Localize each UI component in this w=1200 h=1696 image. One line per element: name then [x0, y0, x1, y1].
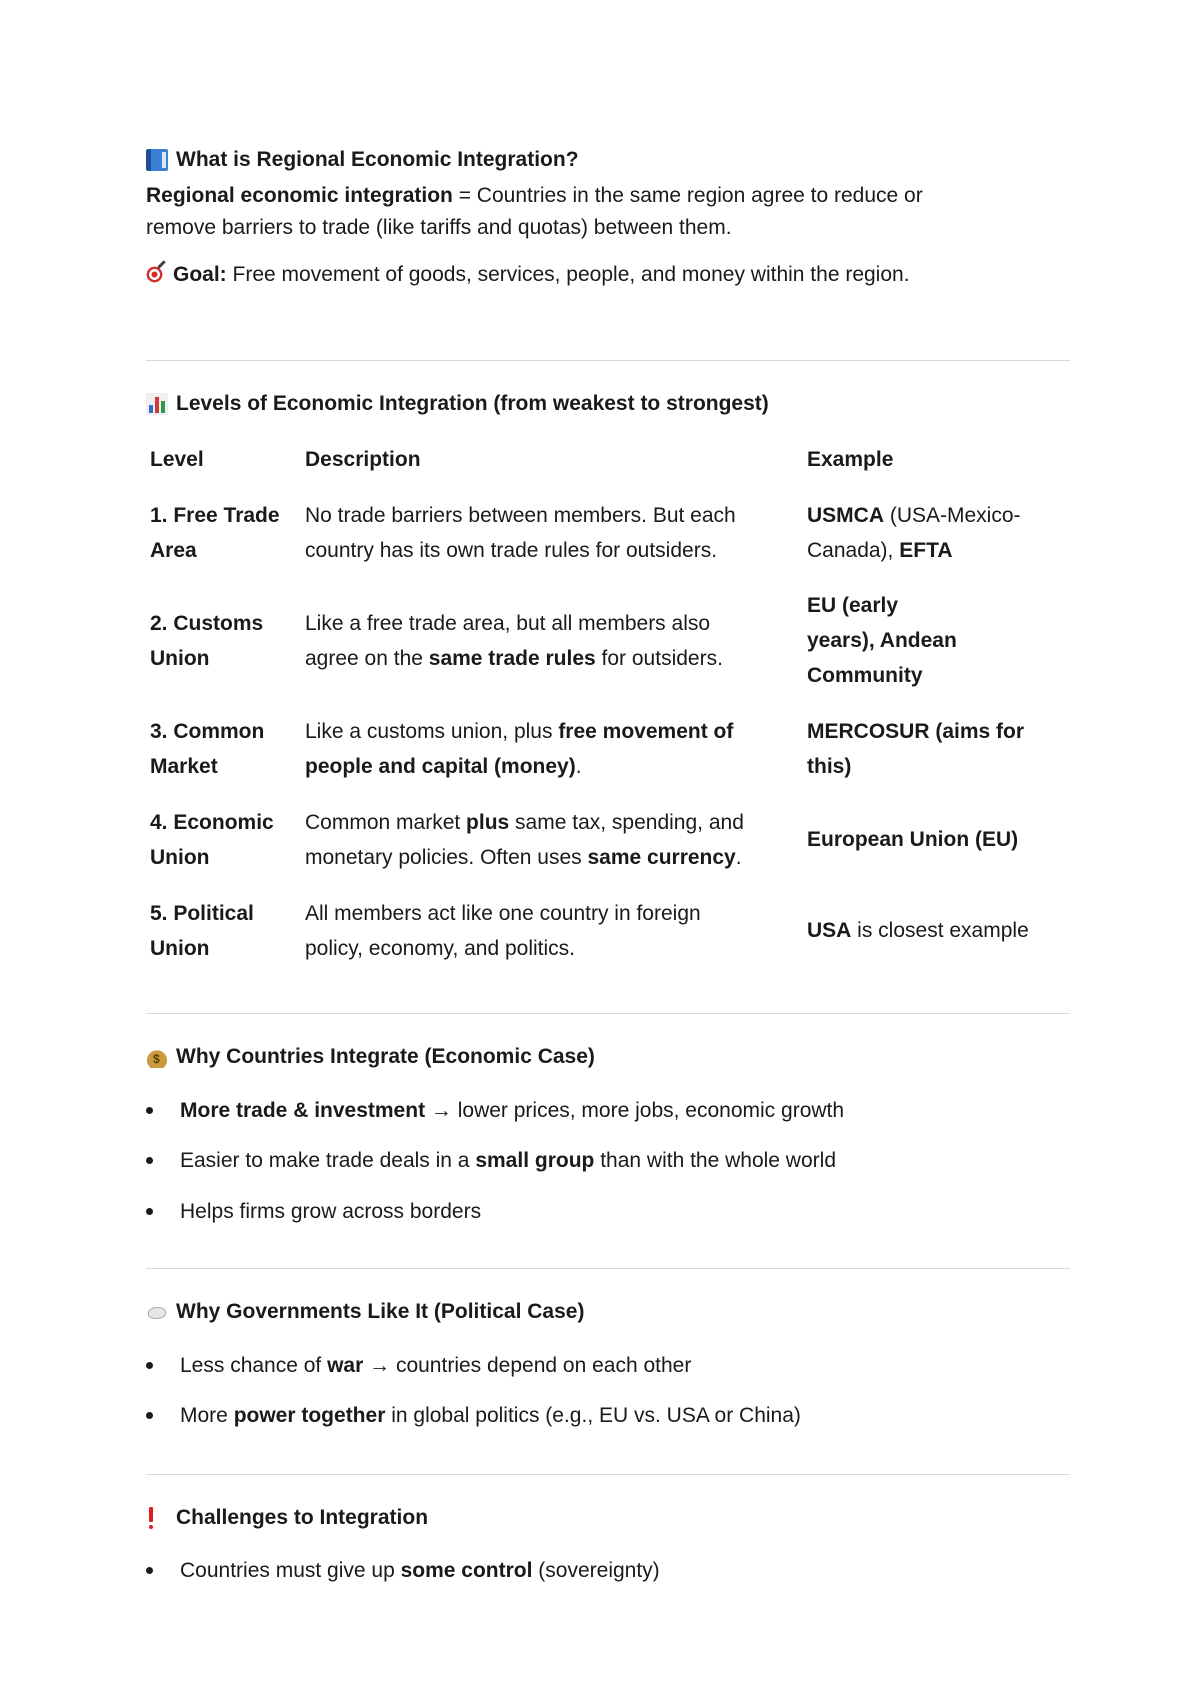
description-bold: plus: [466, 811, 510, 834]
level-name-line: 3. Common: [150, 720, 265, 743]
list-item-text: More: [180, 1404, 234, 1427]
description-line: policy, economy, and politics.: [305, 937, 576, 960]
example-line: European Union (EU): [807, 828, 1019, 851]
goal-line: [146, 257, 910, 292]
table-row-level: [150, 498, 300, 568]
column-header-description: Description: [305, 448, 421, 471]
table-row-example: [807, 588, 1069, 693]
bullet: [146, 1567, 153, 1574]
bullet: [146, 1412, 153, 1419]
table-row-description: [305, 805, 805, 875]
bar-chart-icon: [146, 393, 168, 415]
list-item: [180, 1398, 801, 1433]
description-bold: same trade rules: [428, 647, 596, 670]
description-text: agree on the: [305, 647, 429, 670]
description-text: Common market: [305, 811, 467, 834]
bullet: [146, 1208, 153, 1215]
challenges-heading-text: Challenges to Integration: [176, 1506, 429, 1529]
example-bold: EFTA: [899, 539, 953, 562]
example-line: MERCOSUR (aims for: [807, 720, 1025, 743]
divider: [146, 360, 1070, 361]
levels-heading-text: Levels of Economic Integration (from weakest to strongest): [176, 392, 769, 415]
dove-icon: [146, 1301, 168, 1323]
table-row-level: [150, 606, 300, 676]
divider: [146, 1268, 1070, 1269]
list-item-bold: power together: [233, 1404, 386, 1427]
list-item-text: Helps firms grow across borders: [180, 1200, 482, 1223]
table-row-level: [150, 896, 300, 966]
example-text: (USA-Mexico-: [884, 504, 1021, 527]
list-item-text: Less chance of: [180, 1354, 328, 1377]
table-row-description: [305, 498, 805, 568]
table-row-example: [807, 714, 1069, 784]
levels-heading: [146, 392, 769, 416]
target-icon: [146, 266, 163, 283]
level-name-line: Area: [150, 539, 197, 562]
description-line: Like a free trade area, but all members also: [305, 612, 711, 635]
description-text: .: [735, 846, 742, 869]
economic-heading-text: Why Countries Integrate (Economic Case): [176, 1045, 595, 1068]
table-row-example: [807, 822, 1069, 857]
intro-heading-text: What is Regional Economic Integration?: [176, 148, 579, 171]
book-icon: [146, 149, 168, 171]
definition-line-1: [146, 178, 923, 213]
level-name-line: 1. Free Trade: [150, 504, 280, 527]
column-header-example: Example: [807, 448, 894, 471]
political-heading: [146, 1300, 584, 1324]
goal-text: Free movement of goods, services, people, and money within the region.: [226, 263, 910, 286]
bullet: [146, 1107, 153, 1114]
description-text: monetary policies. Often uses: [305, 846, 588, 869]
intro-heading: [146, 148, 579, 172]
table-row-level: [150, 714, 300, 784]
definition-text: = Countries in the same region agree to reduce or: [452, 184, 923, 207]
example-line: Community: [807, 664, 923, 687]
divider: [146, 1474, 1070, 1475]
bullet: [146, 1157, 153, 1164]
list-item-text: Countries must give up: [180, 1559, 401, 1582]
bullet: [146, 1362, 153, 1369]
example-text: Canada),: [807, 539, 900, 562]
description-bold: people and capital (money): [305, 755, 576, 778]
description-text: for outsiders.: [595, 647, 723, 670]
list-item-bold: war: [327, 1354, 364, 1377]
description-text: same tax, spending, and: [509, 811, 744, 834]
level-name-line: Union: [150, 846, 210, 869]
example-text: is closest example: [851, 919, 1029, 942]
table-row-level: [150, 805, 300, 875]
description-line: All members act like one country in foreign: [305, 902, 701, 925]
example-line: this): [807, 755, 852, 778]
list-item-text: Easier to make trade deals in a: [180, 1149, 476, 1172]
description-bold: same currency: [587, 846, 736, 869]
goal-label: Goal:: [173, 263, 227, 286]
description-line: No trade barriers between members. But each: [305, 504, 736, 527]
level-name-line: 5. Political: [150, 902, 254, 925]
level-name-line: Union: [150, 647, 210, 670]
list-item: [180, 1093, 844, 1128]
divider: [146, 1013, 1070, 1014]
table-row-description: [305, 606, 805, 676]
challenges-heading: [146, 1506, 428, 1530]
list-item: [180, 1348, 691, 1383]
description-text: Like a customs union, plus: [305, 720, 559, 743]
example-line: years), Andean: [807, 629, 957, 652]
list-item-text: (sovereignty): [532, 1559, 660, 1582]
table-row-description: [305, 714, 805, 784]
list-item-text: in global politics (e.g., EU vs. USA or China): [385, 1404, 801, 1427]
description-text: .: [575, 755, 582, 778]
column-header-level: Level: [150, 448, 204, 471]
list-item-text: than with the whole world: [594, 1149, 836, 1172]
list-item-text: → countries depend on each other: [363, 1354, 692, 1377]
list-item: [180, 1553, 660, 1588]
level-name-line: 2. Customs: [150, 612, 264, 635]
list-item: [180, 1194, 481, 1229]
level-name-line: 4. Economic: [150, 811, 274, 834]
definition-line-2: remove barriers to trade (like tariffs and quotas) between them.: [146, 216, 732, 239]
list-item-text: → lower prices, more jobs, economic growth: [425, 1099, 845, 1122]
table-row-description: [305, 896, 805, 966]
political-heading-text: Why Governments Like It (Political Case): [176, 1300, 585, 1323]
level-name-line: Market: [150, 755, 218, 778]
example-bold: USA: [807, 919, 852, 942]
economic-heading: [146, 1045, 595, 1069]
money-bag-icon: [146, 1046, 168, 1068]
exclamation-icon: [146, 1507, 168, 1529]
table-row-example: [807, 498, 1069, 568]
list-item-bold: some control: [400, 1559, 533, 1582]
list-item: [180, 1143, 836, 1178]
list-item-bold: More trade & investment: [180, 1099, 426, 1122]
definition-term: Regional economic integration: [146, 184, 453, 207]
description-bold: free movement of: [558, 720, 734, 743]
table-row-example: [807, 913, 1069, 948]
example-line: EU (early: [807, 594, 899, 617]
list-item-bold: small group: [475, 1149, 595, 1172]
description-line: country has its own trade rules for outsiders.: [305, 539, 718, 562]
example-bold: USMCA: [807, 504, 884, 527]
level-name-line: Union: [150, 937, 210, 960]
